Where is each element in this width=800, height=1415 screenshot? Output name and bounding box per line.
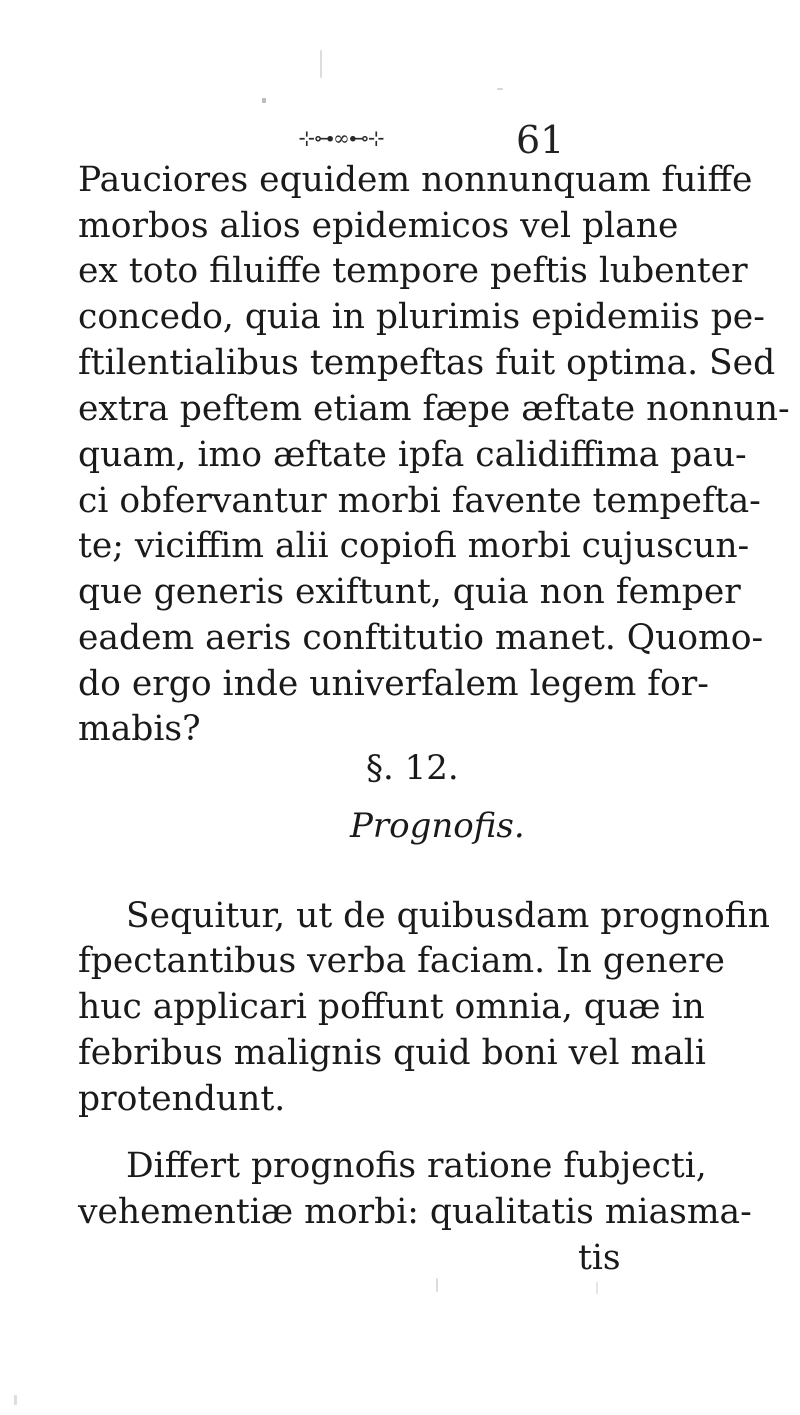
text-line: protendunt.: [78, 1079, 286, 1119]
text-line: morbos alios epidemicos vel plane: [78, 206, 679, 246]
text-line: eadem aeris conftitutio manet. Quomo-: [78, 618, 764, 658]
text-line: huc applicari poffunt omnia, quæ in: [78, 987, 705, 1027]
paper-speck: [497, 88, 503, 90]
text-line: Differt prognofis ratione fubjecti,: [126, 1146, 707, 1186]
text-line: que generis exiftunt, quia non femper: [78, 572, 741, 612]
text-line: te; viciffim alii copiofi morbi cujuscun-: [78, 526, 750, 566]
section-number: §. 12.: [366, 748, 459, 788]
paper-speck: [320, 50, 322, 78]
text-line: quam, imo æftate ipfa calidiffima pau-: [78, 435, 747, 475]
text-line: Pauciores equidem nonnunquam fuiffe: [78, 160, 753, 200]
header-ornament: ⊹⊶∞⊷⊹: [298, 126, 384, 150]
text-line: ex toto filuiffe tempore peftis lubenter: [78, 251, 748, 291]
text-line: febribus malignis quid boni vel mali: [78, 1033, 706, 1073]
text-line: do ergo inde univerfalem legem for-: [78, 664, 709, 704]
paper-speck: [262, 98, 266, 103]
text-line: mabis?: [78, 709, 201, 749]
text-line: tis: [578, 1238, 621, 1278]
paper-speck: [596, 1282, 598, 1294]
text-line: ci obfervantur morbi favente tempefta-: [78, 481, 761, 521]
text-line: Sequitur, ut de quibusdam prognofin: [126, 896, 770, 936]
text-line: fpectantibus verba faciam. In genere: [78, 941, 725, 981]
page-number: 61: [516, 118, 565, 162]
paper-speck: [436, 1278, 438, 1292]
text-line: vehementiæ morbi: qualitatis miasma-: [78, 1192, 752, 1232]
paper-speck: [14, 1395, 17, 1405]
text-line: ftilentialibus tempeftas fuit optima. Sed: [78, 343, 776, 383]
text-line: extra peftem etiam fæpe æftate nonnun-: [78, 389, 790, 429]
section-title: Prognofis.: [350, 806, 525, 846]
text-line: concedo, quia in plurimis epidemiis pe-: [78, 297, 765, 337]
